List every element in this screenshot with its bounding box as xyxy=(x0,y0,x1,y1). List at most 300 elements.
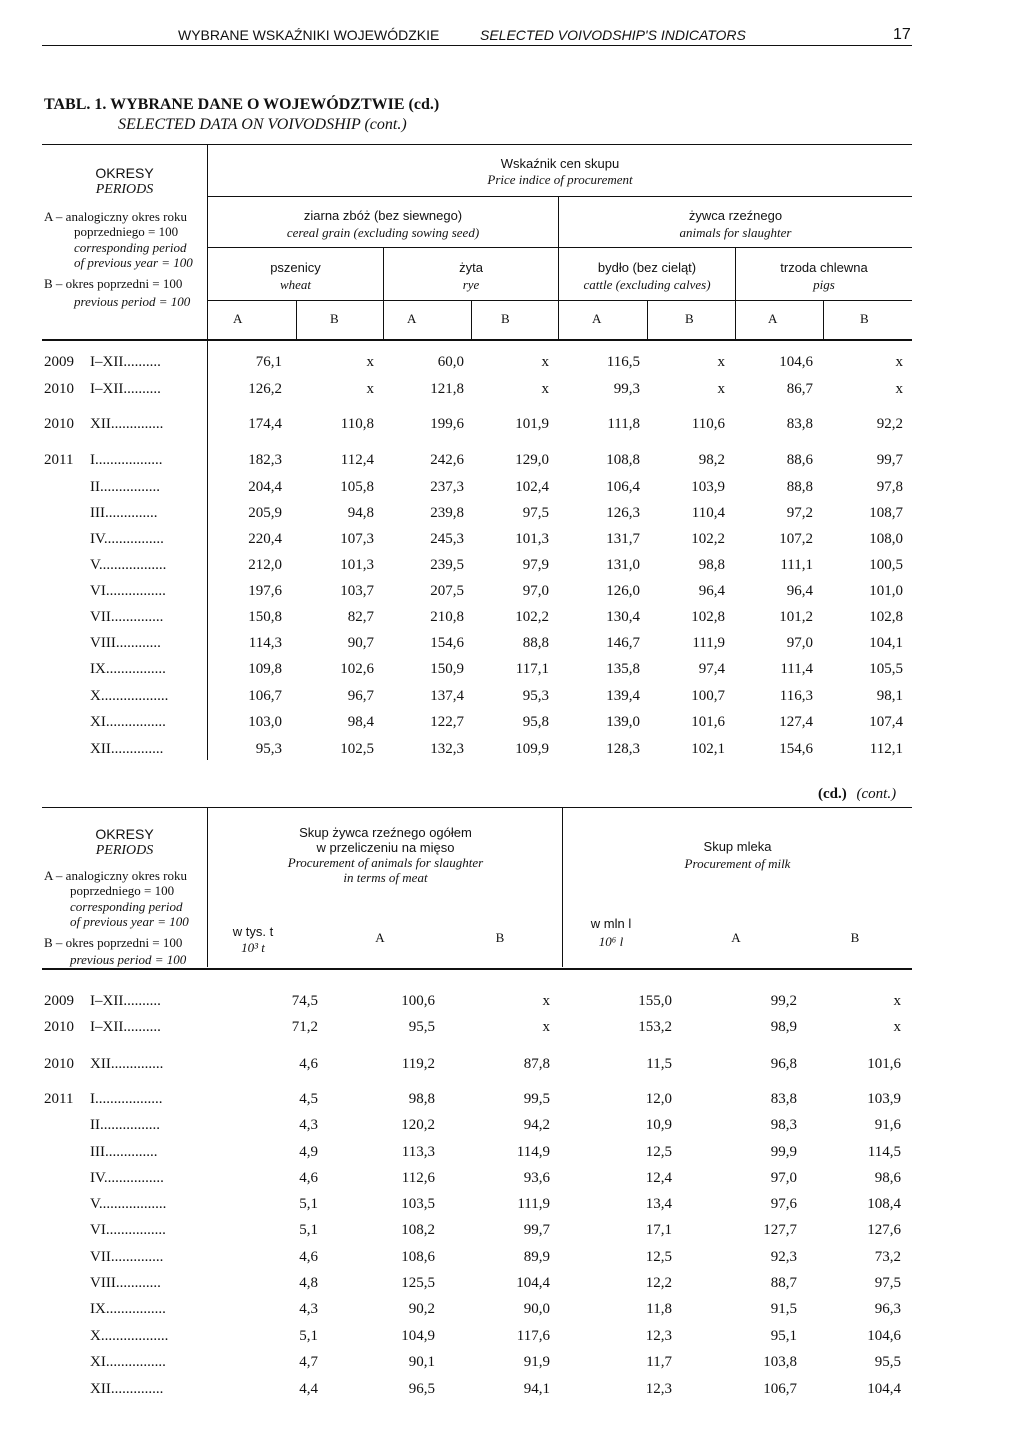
grain-heading: ziarna zbóż (bez siewnego) xyxy=(303,208,463,223)
table-cell: 153,2 xyxy=(638,1019,672,1035)
table-cell: 139,0 xyxy=(606,714,640,730)
row-dots: ................ xyxy=(105,661,166,677)
periods-label-2: PERIODS xyxy=(95,843,154,858)
table-cell: 5,1 xyxy=(299,1328,318,1344)
rye-heading: żyta xyxy=(459,260,483,275)
table-cell: 73,2 xyxy=(874,1249,901,1265)
row-dots: .................. xyxy=(98,1196,167,1212)
table-cell: 199,6 xyxy=(430,416,464,432)
row-label xyxy=(44,1019,161,1036)
table-cell: 95,5 xyxy=(874,1354,901,1370)
unit1-pl: w tys. t xyxy=(232,924,274,939)
row-dots: ................ xyxy=(105,714,166,730)
row-period: I xyxy=(90,452,95,468)
b-def-pl: B – okres poprzedni = 100 xyxy=(44,276,183,291)
table-cell: 103,7 xyxy=(340,583,374,599)
table-cell: 95,1 xyxy=(770,1328,797,1344)
table-cell: 74,5 xyxy=(291,993,318,1009)
row-label xyxy=(44,1056,163,1073)
table-cell: 94,1 xyxy=(523,1381,550,1397)
table-cell: 116,3 xyxy=(779,688,813,704)
table-cell: 87,8 xyxy=(523,1056,550,1072)
table-cell: 155,0 xyxy=(638,993,672,1009)
row-period: XII xyxy=(90,741,111,757)
table-cell: 106,4 xyxy=(606,479,640,495)
table2-top-rule xyxy=(42,807,912,808)
row-year: 2010 xyxy=(44,1056,74,1072)
table-cell: 239,5 xyxy=(430,557,464,573)
a-def-en1-2: corresponding period xyxy=(70,899,183,914)
row-dots: ................ xyxy=(105,1222,166,1238)
row-period: III xyxy=(90,1144,105,1160)
row-period: X xyxy=(90,688,101,704)
row-year: 2010 xyxy=(44,381,74,397)
table-cell: 91,9 xyxy=(523,1354,550,1370)
table-cell: 99,2 xyxy=(770,993,797,1009)
row-label xyxy=(44,993,161,1010)
table-cell: 95,5 xyxy=(408,1019,435,1035)
table-cell: 97,8 xyxy=(876,479,903,495)
table-cell: 205,9 xyxy=(248,505,282,521)
table-cell: 103,0 xyxy=(248,714,282,730)
cont-label-en: (cont.) xyxy=(856,786,897,802)
table-cell: 103,8 xyxy=(763,1354,797,1370)
table-cell: 127,4 xyxy=(779,714,813,730)
page-number: 17 xyxy=(893,26,911,43)
row-period: IX xyxy=(90,661,106,677)
animals-heading-en: animals for slaughter xyxy=(679,225,792,240)
table-cell: 212,0 xyxy=(248,557,282,573)
row-year: 2011 xyxy=(44,452,74,468)
milk-heading-en: Procurement of milk xyxy=(684,856,791,871)
b-def-pl-2: B – okres poprzedni = 100 xyxy=(44,935,183,950)
table-cell: 4,4 xyxy=(299,1381,318,1397)
row-dots: .............. xyxy=(105,1144,158,1160)
table-cell: 95,8 xyxy=(522,714,549,730)
table-cell: 12,0 xyxy=(645,1091,672,1107)
table-cell: 174,4 xyxy=(248,416,282,432)
table-cell: 102,8 xyxy=(691,609,725,625)
table-cell: 99,3 xyxy=(613,381,640,397)
t1-ab-1: B xyxy=(330,311,339,326)
table-cell: 108,4 xyxy=(867,1196,901,1212)
table-cell: 101,0 xyxy=(869,583,903,599)
table-cell: 90,1 xyxy=(408,1354,435,1370)
row-year: 2011 xyxy=(44,1091,74,1107)
table-cell: 88,6 xyxy=(786,452,813,468)
table-cell: 107,2 xyxy=(779,531,813,547)
row-dots: .......... xyxy=(123,381,161,397)
table1-main-heading-en: Price indice of procurement xyxy=(487,172,633,187)
table-cell: 108,6 xyxy=(401,1249,435,1265)
row-label xyxy=(44,1091,163,1108)
row-label xyxy=(44,1275,161,1292)
table-cell: 4,6 xyxy=(299,1056,318,1072)
rule xyxy=(562,807,563,967)
table-cell: 98,9 xyxy=(770,1019,797,1035)
a-def-pl2-2: poprzedniego = 100 xyxy=(70,883,175,898)
table-cell: 100,6 xyxy=(401,993,435,1009)
table-cell: 96,4 xyxy=(698,583,725,599)
row-label xyxy=(44,583,166,600)
table-cell: 101,6 xyxy=(867,1056,901,1072)
table-cell: 101,6 xyxy=(691,714,725,730)
table-cell: 97,5 xyxy=(874,1275,901,1291)
row-label xyxy=(44,1222,166,1239)
row-year: 2010 xyxy=(44,416,74,432)
table-cell: 11,8 xyxy=(646,1301,672,1317)
table-cell: 83,8 xyxy=(770,1091,797,1107)
table-cell: 110,4 xyxy=(691,505,725,521)
row-dots: .................. xyxy=(95,1091,163,1107)
table-cell: 182,3 xyxy=(248,452,282,468)
table-cell: 210,8 xyxy=(430,609,464,625)
table-cell: 99,9 xyxy=(770,1144,797,1160)
table-cell: 220,4 xyxy=(248,531,282,547)
table-cell: 113,3 xyxy=(401,1144,435,1160)
table-cell: 97,0 xyxy=(786,635,813,651)
table-cell: 99,7 xyxy=(523,1222,550,1238)
table-cell: 112,4 xyxy=(340,452,374,468)
table-cell: 10,9 xyxy=(645,1117,672,1133)
table-cell: 91,6 xyxy=(874,1117,901,1133)
table-cell: 122,7 xyxy=(430,714,464,730)
cattle-heading-en: cattle (excluding calves) xyxy=(583,277,711,292)
table-cell: 137,4 xyxy=(430,688,464,704)
row-dots: .................. xyxy=(100,1328,169,1344)
table-cell: 97,0 xyxy=(770,1170,797,1186)
table-cell: x xyxy=(717,354,725,370)
table-cell: 112,1 xyxy=(869,741,903,757)
row-period: I–XII xyxy=(90,354,124,370)
table-cell: 94,8 xyxy=(347,505,374,521)
table-cell: 117,1 xyxy=(515,661,549,677)
table-cell: 109,9 xyxy=(515,741,549,757)
table-cell: 101,3 xyxy=(340,557,374,573)
table1-main-heading: Wskaźnik cen skupu xyxy=(500,156,620,171)
t1-ab-3: B xyxy=(501,311,510,326)
table-cell: 94,2 xyxy=(523,1117,550,1133)
row-year: 2010 xyxy=(44,1019,74,1035)
b-def-en: previous period = 100 xyxy=(74,294,191,309)
row-period: I–XII xyxy=(90,381,124,397)
table-cell: 96,7 xyxy=(347,688,374,704)
rule xyxy=(208,196,912,197)
grain-heading-en: cereal grain (excluding sowing seed) xyxy=(286,225,480,240)
row-label xyxy=(44,531,164,548)
table-cell: 150,9 xyxy=(430,661,464,677)
row-period: XI xyxy=(90,714,106,730)
t2-a-meat: A xyxy=(375,930,385,945)
table1-top-rule xyxy=(42,144,912,145)
table-cell: 12,5 xyxy=(645,1249,672,1265)
table-cell: 96,5 xyxy=(408,1381,435,1397)
unit2-en: 10⁶ l xyxy=(598,934,624,949)
row-period: III xyxy=(90,505,105,521)
row-dots: .......... xyxy=(123,354,161,370)
row-dots: ................ xyxy=(100,1117,160,1133)
row-year: 2009 xyxy=(44,993,74,1009)
row-label xyxy=(44,479,160,496)
table-cell: 102,1 xyxy=(691,741,725,757)
row-period: V xyxy=(90,557,99,573)
table-cell: 112,6 xyxy=(401,1170,435,1186)
unit1-en: 10³ t xyxy=(241,940,265,955)
table-cell: 13,4 xyxy=(645,1196,672,1212)
rule xyxy=(647,300,648,340)
table-cell: 102,5 xyxy=(340,741,374,757)
periods-label: PERIODS xyxy=(95,182,154,197)
meat-heading xyxy=(208,825,563,885)
table-cell: 114,5 xyxy=(867,1144,901,1160)
row-period: VIII xyxy=(90,1275,116,1291)
milk-heading: Skup mleka xyxy=(703,839,772,854)
table-cell: 197,6 xyxy=(248,583,282,599)
table-cell: 12,3 xyxy=(645,1381,672,1397)
t1-ab-2: A xyxy=(407,311,417,326)
table-cell: 100,5 xyxy=(869,557,903,573)
table-cell: 131,0 xyxy=(606,557,640,573)
t2-b-milk: B xyxy=(850,930,860,945)
table-cell: 102,8 xyxy=(869,609,903,625)
okresy-label: OKRESY xyxy=(95,165,154,181)
row-period: XI xyxy=(90,1354,106,1370)
table-cell: 128,3 xyxy=(606,741,640,757)
row-period: X xyxy=(90,1328,101,1344)
row-label xyxy=(44,1170,164,1187)
table-cell: 95,3 xyxy=(522,688,549,704)
table-cell: 132,3 xyxy=(430,741,464,757)
animals-heading: żywca rzeźnego xyxy=(688,208,783,223)
table-cell: x xyxy=(366,354,374,370)
row-period: II xyxy=(90,1117,100,1133)
table-cell: 88,8 xyxy=(786,479,813,495)
table-cell: 111,8 xyxy=(607,416,640,432)
table-cell: 109,8 xyxy=(248,661,282,677)
row-label xyxy=(44,354,161,371)
okresy-label-2: OKRESY xyxy=(95,826,154,842)
table-cell: x xyxy=(893,993,901,1009)
table-cell: 108,7 xyxy=(869,505,903,521)
meat-heading-en2: in terms of meat xyxy=(343,870,428,885)
row-label xyxy=(44,688,168,705)
table-cell: 97,5 xyxy=(522,505,549,521)
table-cell: 4,8 xyxy=(299,1275,318,1291)
table-cell: 95,3 xyxy=(255,741,282,757)
table-cell: 96,8 xyxy=(770,1056,797,1072)
row-label xyxy=(44,1301,166,1318)
table-cell: 139,4 xyxy=(606,688,640,704)
table-cell: 111,9 xyxy=(692,635,725,651)
row-label xyxy=(44,1144,158,1161)
row-label xyxy=(44,557,166,574)
row-period: II xyxy=(90,479,100,495)
a-def-pl2: poprzedniego = 100 xyxy=(74,224,179,239)
table2-header-bottom-rule xyxy=(42,968,912,970)
table-cell: 101,9 xyxy=(515,416,549,432)
table-cell: 12,3 xyxy=(645,1328,672,1344)
table-cell: 12,5 xyxy=(645,1144,672,1160)
table-cell: 82,7 xyxy=(347,609,374,625)
header-rule xyxy=(42,45,912,46)
a-def-pl1: A – analogiczny okres roku xyxy=(44,209,187,224)
table-cell: 131,7 xyxy=(606,531,640,547)
meat-heading-en1: Procurement of animals for slaughter xyxy=(287,855,484,870)
row-label xyxy=(44,1381,163,1398)
row-dots: .................. xyxy=(95,452,163,468)
table-cell: 103,5 xyxy=(401,1196,435,1212)
b-def-en-2: previous period = 100 xyxy=(70,952,187,967)
cont-label-pl: (cd.) xyxy=(818,786,847,802)
table-cell: 88,7 xyxy=(770,1275,797,1291)
table-cell: 76,1 xyxy=(255,354,282,370)
table-cell: 5,1 xyxy=(299,1222,318,1238)
table-cell: 104,6 xyxy=(867,1328,901,1344)
table-cell: 96,3 xyxy=(874,1301,901,1317)
row-label xyxy=(44,741,163,758)
table-title: TABL. 1. WYBRANE DANE O WOJEWÓDZTWIE (cd.) xyxy=(44,96,440,113)
table-cell: 98,8 xyxy=(408,1091,435,1107)
table-cell: 239,8 xyxy=(430,505,464,521)
t1-ab-5: B xyxy=(685,311,694,326)
cattle-heading: bydło (bez cieląt) xyxy=(597,260,697,275)
table-cell: 237,3 xyxy=(430,479,464,495)
table-cell: 106,7 xyxy=(248,688,282,704)
table-cell: 108,0 xyxy=(869,531,903,547)
table-cell: 114,3 xyxy=(248,635,282,651)
table-cell: x xyxy=(541,381,549,397)
table-cell: 108,8 xyxy=(606,452,640,468)
row-dots: .............. xyxy=(110,1249,164,1265)
rule xyxy=(296,300,297,340)
table1-header-bottom-rule xyxy=(42,339,912,341)
row-year: 2009 xyxy=(44,354,74,370)
row-dots: .......... xyxy=(123,1019,161,1035)
table-cell: 90,2 xyxy=(408,1301,435,1317)
row-period: VIII xyxy=(90,635,116,651)
table-cell: 4,3 xyxy=(299,1301,318,1317)
table-cell: 135,8 xyxy=(606,661,640,677)
row-period: IV xyxy=(90,531,104,547)
table-cell: 11,7 xyxy=(646,1354,672,1370)
meat-heading-pl1: Skup żywca rzeźnego ogółem xyxy=(299,825,472,840)
row-period: VI xyxy=(90,1222,106,1238)
table-cell: 99,7 xyxy=(876,452,903,468)
a-def-en2-2: of previous year = 100 xyxy=(70,914,189,929)
table-cell: x xyxy=(542,993,550,1009)
table-cell: 90,7 xyxy=(347,635,374,651)
table-cell: 86,7 xyxy=(786,381,813,397)
row-dots: .................. xyxy=(98,557,167,573)
table-cell: 93,6 xyxy=(523,1170,550,1186)
table-cell: 106,7 xyxy=(763,1381,797,1397)
table-cell: 98,2 xyxy=(698,452,725,468)
table-cell: 102,6 xyxy=(340,661,374,677)
table-cell: x xyxy=(895,354,903,370)
table-cell: 4,5 xyxy=(299,1091,318,1107)
table-cell: 4,7 xyxy=(299,1354,318,1370)
table-cell: 204,4 xyxy=(248,479,282,495)
row-dots: ................ xyxy=(105,583,166,599)
table-cell: 12,2 xyxy=(645,1275,672,1291)
running-header-left: WYBRANE WSKAŹNIKI WOJEWÓDZKIE xyxy=(178,27,440,43)
meat-heading-pl2: w przeliczeniu na mięso xyxy=(316,840,455,855)
row-dots: .......... xyxy=(123,993,161,1009)
table-cell: 60,0 xyxy=(437,354,464,370)
table-cell: 110,6 xyxy=(691,416,725,432)
table-cell: 129,0 xyxy=(515,452,549,468)
table-cell: 154,6 xyxy=(430,635,464,651)
rule xyxy=(823,300,824,340)
row-label xyxy=(44,1328,168,1345)
row-period: IV xyxy=(90,1170,104,1186)
row-dots: ................ xyxy=(100,479,160,495)
wheat-heading: pszenicy xyxy=(270,260,321,275)
t1-ab-4: A xyxy=(592,311,602,326)
table-cell: x xyxy=(541,354,549,370)
table-cell: 4,6 xyxy=(299,1170,318,1186)
table-cell: 104,4 xyxy=(867,1381,901,1397)
table-cell: 111,4 xyxy=(780,661,813,677)
row-dots: ................ xyxy=(103,531,164,547)
table-cell: 98,1 xyxy=(876,688,903,704)
table-cell: 5,1 xyxy=(299,1196,318,1212)
a-def-en2: of previous year = 100 xyxy=(74,255,193,270)
table-cell: 102,2 xyxy=(691,531,725,547)
row-dots: .............. xyxy=(110,1381,164,1397)
row-dots: ................ xyxy=(105,1354,166,1370)
table-cell: 121,8 xyxy=(430,381,464,397)
table-cell: x xyxy=(895,381,903,397)
table-cell: 97,2 xyxy=(786,505,813,521)
table-cell: 90,0 xyxy=(523,1301,550,1317)
row-label xyxy=(44,381,161,398)
row-dots: .............. xyxy=(110,609,164,625)
table-cell: 127,6 xyxy=(867,1222,901,1238)
table-cell: 83,8 xyxy=(786,416,813,432)
row-label xyxy=(44,1354,166,1371)
a-def-pl1-2: A – analogiczny okres roku xyxy=(44,868,187,883)
table-cell: 88,8 xyxy=(522,635,549,651)
table-cell: 108,2 xyxy=(401,1222,435,1238)
row-label xyxy=(44,661,166,678)
row-period: I xyxy=(90,1091,95,1107)
table-cell: 12,4 xyxy=(645,1170,672,1186)
row-dots: .............. xyxy=(110,741,164,757)
t1-ab-6: A xyxy=(768,311,778,326)
t1-ab-0: A xyxy=(233,311,243,326)
table-cell: 146,7 xyxy=(606,635,640,651)
table-cell: 89,9 xyxy=(523,1249,550,1265)
pigs-heading-en: pigs xyxy=(813,277,835,292)
table-cell: 97,0 xyxy=(522,583,549,599)
rule xyxy=(208,247,912,248)
table-cell: 96,4 xyxy=(786,583,813,599)
row-label xyxy=(44,635,161,652)
row-label xyxy=(44,609,163,626)
table-cell: 150,8 xyxy=(248,609,282,625)
table-cell: 99,5 xyxy=(523,1091,550,1107)
row-period: IX xyxy=(90,1301,106,1317)
table-cell: 207,5 xyxy=(430,583,464,599)
wheat-heading-en: wheat xyxy=(279,277,312,292)
row-period: VII xyxy=(90,1249,111,1265)
rule xyxy=(735,247,736,340)
table-cell: 126,2 xyxy=(248,381,282,397)
table-cell: 127,7 xyxy=(763,1222,797,1238)
table-cell: 4,6 xyxy=(299,1249,318,1265)
table-title-en: SELECTED DATA ON VOIVODSHIP (cont.) xyxy=(118,116,407,133)
